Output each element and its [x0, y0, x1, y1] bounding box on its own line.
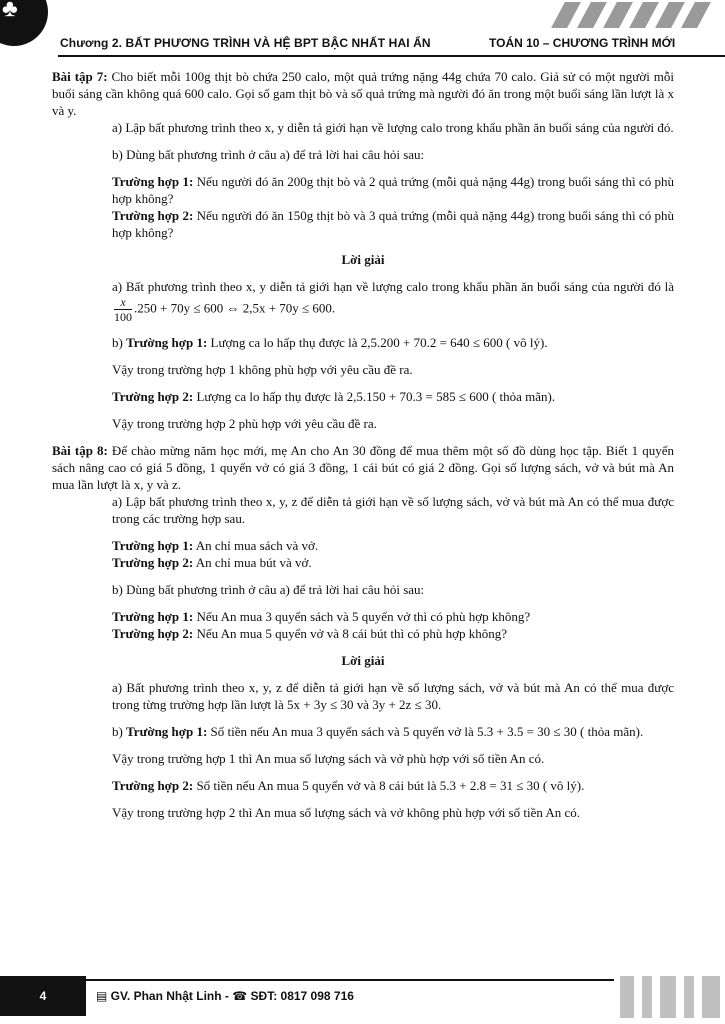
- page-footer: [0, 976, 725, 1024]
- document-icon: ▤: [96, 989, 111, 1003]
- exercise-8-solution-case-2: Trường hợp 2: Số tiền nếu An mua 5 quyển vở và 8 cái bút là 5.3 + 2.8 = 31 ≤ 30 ( vô lý).: [112, 778, 585, 793]
- brand-logo: [0, 0, 48, 46]
- exercise-8-question-b: b) Dùng bất phương trình ở câu a) để trả lời hai câu hỏi sau:: [112, 582, 425, 597]
- exercise-7-case-2: Trường hợp 2: Nếu người đó ăn 150g thịt bò và 3 quả trứng (mỗi quả nặng 44g) trong buổi sáng thì có phù hợp không?: [112, 208, 674, 240]
- fraction: $\frac{x}{100}$: [114, 295, 132, 324]
- footer-bars: [612, 976, 725, 1018]
- exercise-7-conclusion-2: Vậy trong trường hợp 2 phù hợp với yêu cầu đề ra.: [112, 416, 377, 431]
- exercise-8-b-case-2: Trường hợp 2: Nếu An mua 5 quyển vở và 8 cái bút thì có phù hợp không?: [112, 626, 507, 641]
- exercise-7-solution-title: Lời giải: [341, 252, 385, 267]
- page-header: [0, 0, 725, 62]
- exercise-8-solution-a: a) Bất phương trình theo x, y, z để diễn tả giới hạn về số lượng sách, vở và bút mà An có thể mua được trong từng trường hợp lần lượt là 5x + 3y ≤ 30 và 3y + 2z ≤ 30.: [112, 680, 674, 712]
- exercise-8-a-case-1: Trường hợp 1: An chỉ mua sách và vở.: [112, 538, 319, 553]
- subject-title: TOÁN 10 – CHƯƠNG TRÌNH MỚI: [489, 36, 676, 50]
- exercise-8-conclusion-1: Vậy trong trường hợp 1 thì An mua số lượng sách và vở phù hợp với số tiền An có.: [112, 751, 545, 766]
- tree-icon: ♣: [2, 0, 18, 22]
- exercise-7-question-a: a) Lập bất phương trình theo x, y diễn tả giới hạn về lượng calo trong khẩu phần ăn buổi sáng của người đó.: [112, 120, 674, 135]
- author-info: ▤ GV. Phan Nhật Linh - ☎ SĐT: 0817 098 716: [96, 989, 354, 1003]
- exercise-8-a-case-2: Trường hợp 2: An chỉ mua bút và vở.: [112, 555, 312, 570]
- exercise-7-case-1: Trường hợp 1: Nếu người đó ăn 200g thịt bò và 2 quả trứng (mỗi quả nặng 44g) trong buổi sáng thì có phù hợp không?: [112, 174, 674, 206]
- exercise-8-intro: Bài tập 8: Để chào mừng năm học mới, mẹ An cho An 30 đồng để mua thêm một số đồ dùng học tập. Biết 1 quyển sách nâng cao có giá 5 đồng, 1 quyển vở có giá 3 đồng, 1 cái bút có giá 2 đồng. Gọi số lượng sách, vở và bút mà An mua lần lượt là x, y và z.: [52, 443, 674, 492]
- chapter-title: Chương 2. BẤT PHƯƠNG TRÌNH VÀ HỆ BPT BẬC NHẤT HAI ẨN: [60, 36, 431, 50]
- exercise-8-solution-b: b) Trường hợp 1: Số tiền nếu An mua 3 quyển sách và 5 quyển vở là 5.3 + 3.5 = 30 ≤ 30 ( thỏa mãn).: [112, 724, 644, 739]
- header-stripes: [548, 2, 725, 28]
- exercise-7-question-b: b) Dùng bất phương trình ở câu a) để trả lời hai câu hỏi sau:: [112, 147, 425, 162]
- exercise-7-intro: Bài tập 7: Cho biết mỗi 100g thịt bò chứa 250 calo, một quả trứng nặng 44g chứa 70 calo. Giả sử có một người mỗi buổi sáng cần không quá 600 calo. Gọi số gam thịt bò và số quả trứng mà người đó ăn trong một buổi sáng lần lượt là x và y.: [52, 69, 674, 118]
- header-divider: [58, 55, 725, 57]
- exercise-8-conclusion-2: Vậy trong trường hợp 2 thì An mua số lượng sách và vở không phù hợp với số tiền An có.: [112, 805, 581, 820]
- exercise-8-question-a: a) Lập bất phương trình theo x, y, z để diễn tả giới hạn về số lượng sách, vở và bút mà An có thể mua được trong các trường hợp sau.: [112, 494, 674, 526]
- exercise-7-solution-case-2: Trường hợp 2: Lượng ca lo hấp thụ được là 2,5.150 + 70.3 = 585 ≤ 600 ( thỏa mãn).: [112, 389, 556, 404]
- exercise-8-b-case-1: Trường hợp 1: Nếu An mua 3 quyển sách và 5 quyển vở thì có phù hợp không?: [112, 609, 531, 624]
- exercise-7-solution-b: b) Trường hợp 1: Lượng ca lo hấp thụ được là 2,5.200 + 70.2 = 640 ≤ 600 ( vô lý).: [112, 335, 548, 350]
- exercise-7-solution-a: a) Bất phương trình theo x, y diễn tả giới hạn về lượng calo trong khẩu phần ăn buổi sáng của người đó là $\frac{x}{100}$ .250 + 70y ≤ 600 ⇔ 2,5x + 70y ≤ 600.: [112, 279, 674, 324]
- exercise-8-solution-title: Lời giải: [341, 653, 385, 668]
- page-number: 4: [0, 976, 86, 1016]
- exercise-7-conclusion-1: Vậy trong trường hợp 1 không phù hợp với yêu cầu đề ra.: [112, 362, 413, 377]
- page-content: [52, 68, 674, 821]
- footer-divider: [86, 979, 614, 981]
